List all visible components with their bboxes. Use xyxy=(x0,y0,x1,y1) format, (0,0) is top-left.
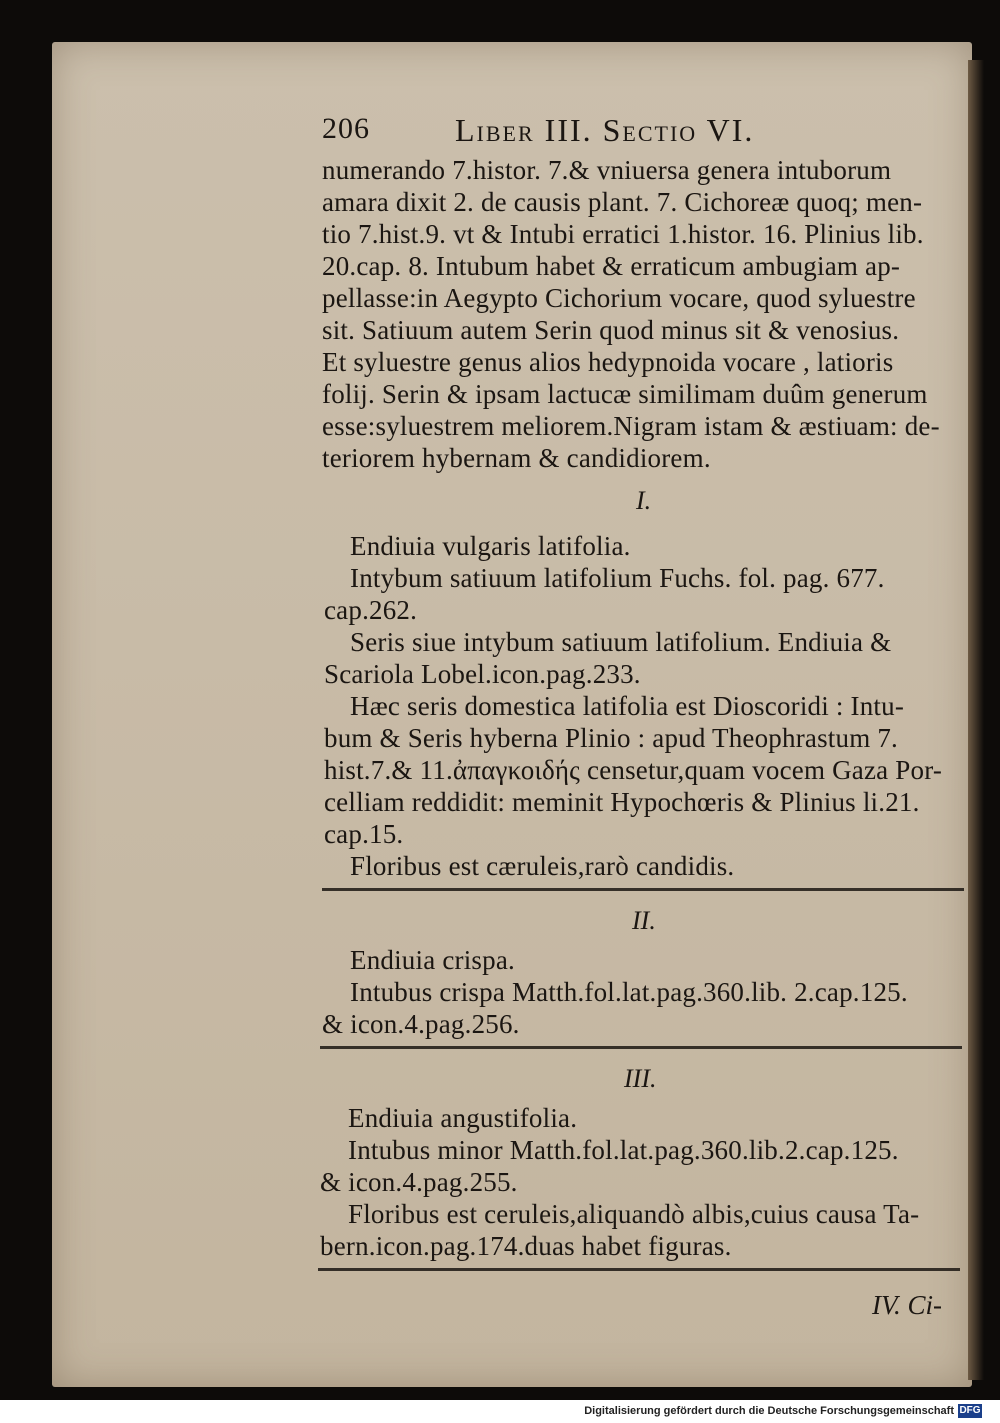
text-line: pellasse:in Aegypto Cichorium vocare, quod syluestre xyxy=(322,283,916,313)
text-line: Intybum satiuum latifolium Fuchs. fol. pag. 677. xyxy=(350,563,885,593)
text-line: Scariola Lobel.icon.pag.233. xyxy=(324,659,641,689)
text-line: celliam reddidit: meminit Hypochœris & Plinius li.21. xyxy=(324,787,920,817)
text-line: Floribus est ceruleis,aliquandò albis,cuius causa Ta- xyxy=(348,1199,920,1229)
text-line: Seris siue intybum satiuum latifolium. Endiuia & xyxy=(350,627,892,657)
text-line: Intubus minor Matth.fol.lat.pag.360.lib.2.cap.125. xyxy=(348,1135,899,1165)
text-line: & icon.4.pag.255. xyxy=(320,1167,518,1197)
footer-credit: Digitalisierung gefördert durch die Deutsche Forschungsgemeinschaft xyxy=(584,1405,954,1417)
text-line: 20.cap. 8. Intubum habet & erraticum ambugiam ap- xyxy=(322,251,901,281)
text-line: tio 7.hist.9. vt & Intubi erratici 1.histor. 16. Plinius lib. xyxy=(322,219,924,249)
text-line: Hæc seris domestica latifolia est Dioscoridi : Intu- xyxy=(350,691,905,721)
text-line: teriorem hybernam & candidiorem. xyxy=(322,443,711,473)
running-title: Liber III. Sectio VI. xyxy=(455,112,755,148)
text-line: numerando 7.histor. 7.& vniuersa genera intuborum xyxy=(322,155,892,185)
text-line: Floribus est cæruleis,rarò candidis. xyxy=(350,851,735,881)
catchword: IV. Ci- xyxy=(872,1290,943,1320)
text-line: Endiuia angustifolia. xyxy=(348,1103,578,1133)
text-line: esse:syluestrem meliorem.Nigram istam & æstiuam: de- xyxy=(322,411,940,441)
text-line: cap.262. xyxy=(324,595,418,625)
text-line: Et syluestre genus alios hedypnoida vocare , latioris xyxy=(322,347,894,377)
text-line: bern.icon.pag.174.duas habet figuras. xyxy=(320,1231,732,1261)
dfg-logo: DFG xyxy=(959,1405,981,1416)
text-line: bum & Seris hyberna Plinio : apud Theophrastum 7. xyxy=(324,723,898,753)
text-line: cap.15. xyxy=(324,819,404,849)
section-heading: III. xyxy=(624,1064,657,1093)
section-rule xyxy=(318,1268,960,1271)
section-heading: I. xyxy=(636,486,652,515)
text-line: hist.7.& 11.ἀπαγκοιδής censetur,quam vocem Gaza Por- xyxy=(324,755,943,785)
text-line: Intubus crispa Matth.fol.lat.pag.360.lib. 2.cap.125. xyxy=(350,977,908,1007)
text-line: folij. Serin & ipsam lactucæ similimam duûm generum xyxy=(322,379,928,409)
text-line: sit. Satiuum autem Serin quod minus sit & venosius. xyxy=(322,315,900,345)
text-line: Endiuia vulgaris latifolia. xyxy=(350,531,631,561)
section-rule xyxy=(322,888,964,891)
text-line: Endiuia crispa. xyxy=(350,945,515,975)
section-rule xyxy=(320,1046,962,1049)
text-line: amara dixit 2. de causis plant. 7. Cichoreæ quoq; men- xyxy=(322,187,923,217)
page-number: 206 xyxy=(322,112,370,145)
section-heading: II. xyxy=(632,906,656,935)
text-line: & icon.4.pag.256. xyxy=(322,1009,520,1039)
